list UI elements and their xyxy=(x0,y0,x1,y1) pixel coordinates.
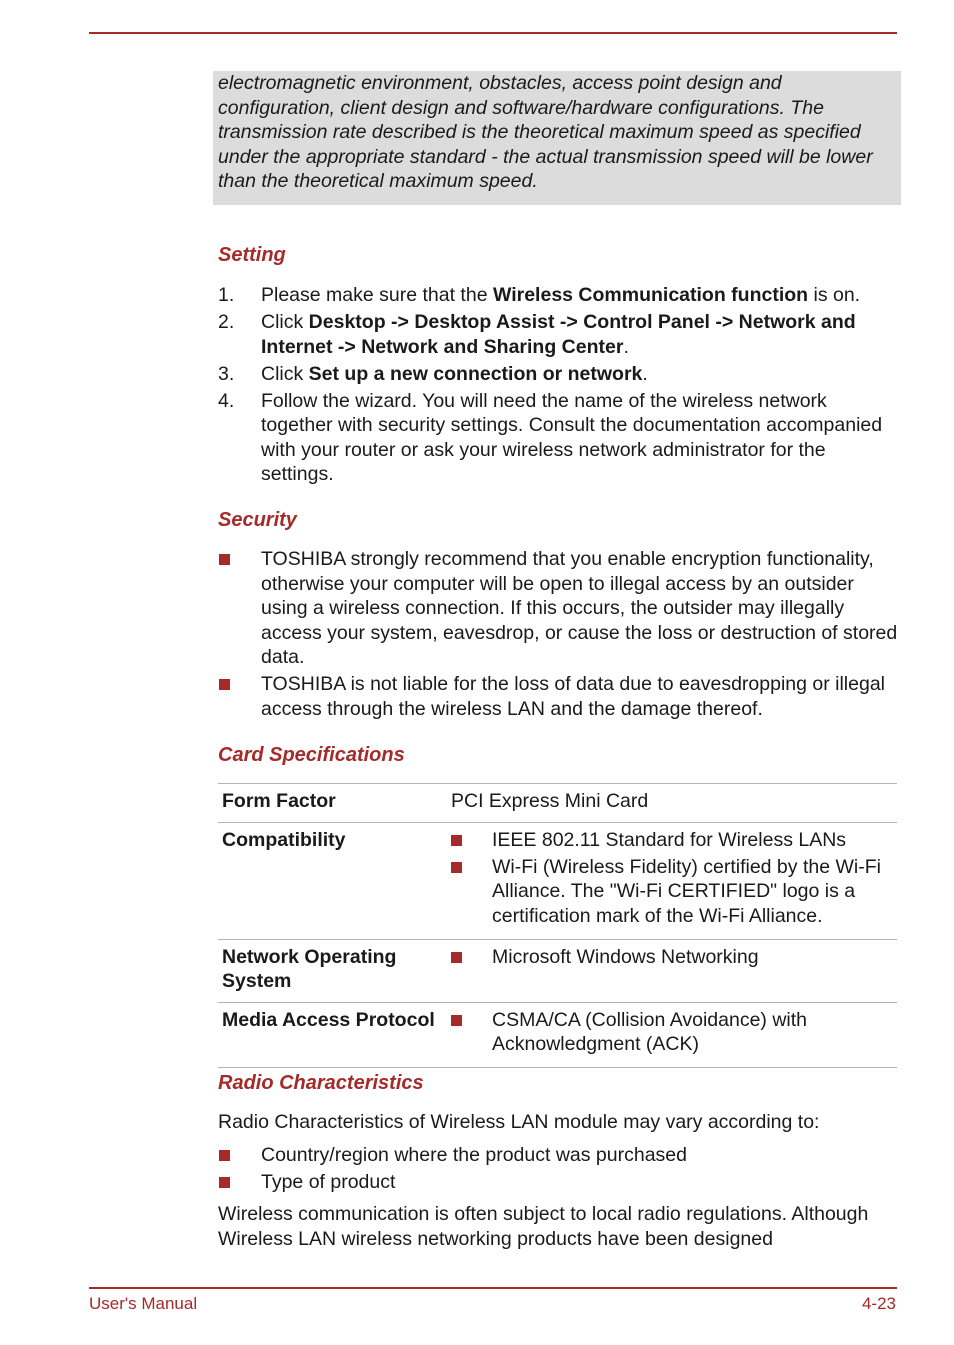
bullet-square-icon xyxy=(451,952,462,963)
bullet-square-icon xyxy=(219,1150,230,1161)
card-specs-table xyxy=(218,783,897,1068)
list-item: 3. Click Set up a new connection or network. xyxy=(218,362,648,385)
list-item: Wi-Fi (Wireless Fidelity) certified by the Wi-Fi Alliance. The "Wi-Fi CERTIFIED" logo is a certification mark of the Wi-Fi Alliance. xyxy=(451,855,897,929)
security-heading: Security xyxy=(218,509,297,531)
step-number: 4. xyxy=(218,389,235,412)
radio-heading: Radio Characteristics xyxy=(218,1072,424,1094)
table-row xyxy=(218,1002,897,1068)
step-number: 1. xyxy=(218,284,235,306)
bullet-square-icon xyxy=(219,679,230,690)
spec-label: Compatibility xyxy=(218,822,446,939)
list-item: 1. Please make sure that the Wireless Communication function is on. xyxy=(218,284,861,306)
radio-intro: Radio Characteristics of Wireless LAN module may vary according to: xyxy=(218,1111,820,1133)
bullet-square-icon xyxy=(451,1015,462,1026)
list-item: Type of product xyxy=(218,1170,898,1195)
header-rule xyxy=(89,32,897,34)
table-row xyxy=(218,784,897,823)
footer-left: User's Manual xyxy=(89,1294,198,1313)
table-row xyxy=(218,822,897,939)
spec-value xyxy=(446,1002,897,1068)
spec-value: PCI Express Mini Card xyxy=(446,784,897,823)
list-item: CSMA/CA (Collision Avoidance) with Acknowledgment (ACK) xyxy=(451,1008,897,1057)
setting-steps xyxy=(218,283,898,489)
spec-label: Form Factor xyxy=(218,784,446,823)
list-item: 4. Follow the wizard. You will need the name of the wireless network together with security settings. Consult the documentation accompanied with your router or ask your wireless network administrator for the settings. xyxy=(218,389,883,485)
note-box: electromagnetic environment, obstacles, access point design and configuration, client design and software/hardware configurations. The transmission rate described is the theoretical maximum speed as specified under the appropriate standard - the actual transmission speed will be lower than the theoretical maximum speed. xyxy=(213,71,901,205)
footer-rule xyxy=(89,1287,897,1289)
step-number: 2. xyxy=(218,311,235,333)
setting-heading: Setting xyxy=(218,244,286,266)
list-item: TOSHIBA strongly recommend that you enable encryption functionality, otherwise your computer will be open to illegal access by an outsider using a wireless connection. If this occurs, the outsider may illegally access your system, eavesdrop, or cause the loss or destruction of stored data. xyxy=(218,547,898,670)
list-item: TOSHIBA is not liable for the loss of data due to eavesdropping or illegal access through the wireless LAN and the damage thereof. xyxy=(218,672,898,721)
bullet-square-icon xyxy=(219,1177,230,1188)
security-list xyxy=(218,547,898,724)
bullet-square-icon xyxy=(451,835,462,846)
bullet-square-icon xyxy=(451,862,462,873)
card-specs-heading: Card Specifications xyxy=(218,744,405,766)
table-row xyxy=(218,939,897,1002)
bullet-square-icon xyxy=(219,554,230,565)
spec-label: Network Operating System xyxy=(218,939,446,1002)
spec-value xyxy=(446,822,897,939)
radio-outro: Wireless communication is often subject to local radio regulations. Although Wireless LAN wireless networking products have been designed xyxy=(218,1203,869,1250)
page-number: 4-23 xyxy=(861,1294,896,1313)
list-item: Country/region where the product was purchased xyxy=(218,1143,898,1168)
step-number: 3. xyxy=(218,362,235,385)
list-item: IEEE 802.11 Standard for Wireless LANs xyxy=(451,828,897,853)
spec-value xyxy=(446,939,897,1002)
list-item: 2. Click Desktop -> Desktop Assist -> Control Panel -> Network and Internet -> Network and Sharing Center. xyxy=(218,311,856,358)
spec-label: Media Access Protocol xyxy=(218,1002,446,1068)
radio-list xyxy=(218,1143,898,1197)
list-item: Microsoft Windows Networking xyxy=(451,945,897,970)
